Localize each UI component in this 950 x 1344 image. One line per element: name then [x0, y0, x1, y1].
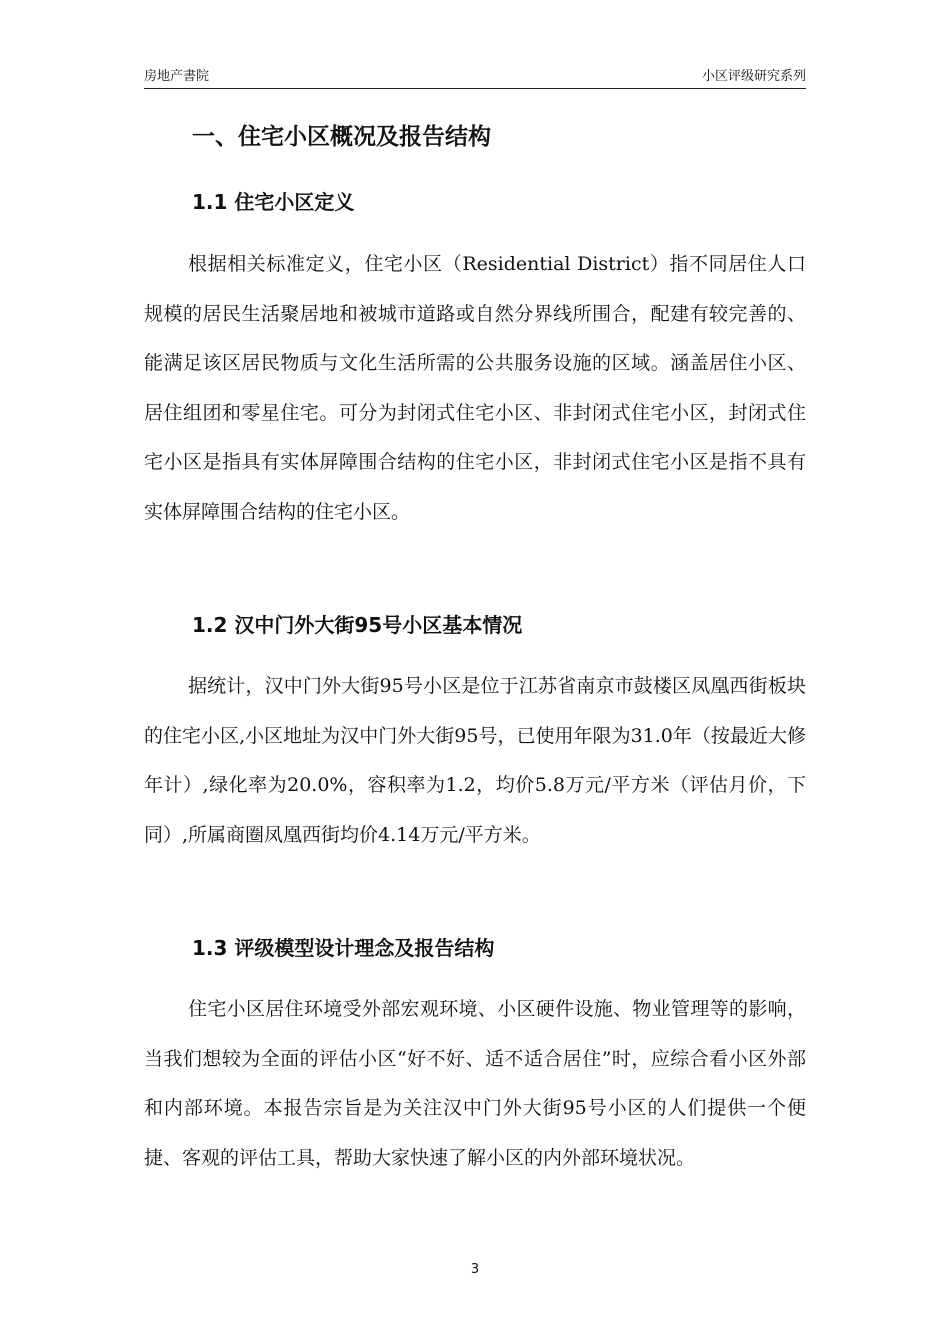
- section-heading-1-1: 1.1 住宅小区定义: [192, 190, 355, 214]
- section-paragraph-1-1: 根据相关标准定义，住宅小区（Residential District）指不同居住人口规模的居民生活聚居地和被城市道路或自然分界线所围合，配建有较完善的、能满足该区居民物质与文化生活所需的公共服务设施的区域。涵盖居住小区、居住组团和零星住宅。可分为封闭式住宅小区、非封闭式住宅小区，封闭式住宅小区是指具有实体屏障围合结构的住宅小区，非封闭式住宅小区是指不具有实体屏障围合结构的住宅小区。: [144, 253, 806, 523]
- section-paragraph-1-3: 住宅小区居住环境受外部宏观环境、小区硬件设施、物业管理等的影响，当我们想较为全面的评估小区“好不好、适不适合居住”时，应综合看小区外部和内部环境。本报告宗旨是为关注汉中门外大街95号小区的人们提供一个便捷、客观的评估工具，帮助大家快速了解小区的内外部环境状况。: [144, 998, 806, 1169]
- page-header: [144, 66, 806, 89]
- page-number: 3: [470, 1262, 480, 1277]
- chapter-title: 一、住宅小区概况及报告结构: [192, 124, 491, 150]
- section-paragraph-1-2: 据统计，汉中门外大街95号小区是位于江苏省南京市鼓楼区凤凰西街板块的住宅小区,小区地址为汉中门外大街95号，已使用年限为31.0年（按最近大修年计）,绿化率为20.0%，容积率为1.2，均价5.8万元/平方米（评估月价，下同）,所属商圈凤凰西街均价4.14万元/平方米。: [144, 675, 806, 846]
- section-heading-1-2: 1.2 汉中门外大街95号小区基本情况: [192, 613, 523, 637]
- header-left-text: 房地产書院: [144, 69, 210, 84]
- header-right-text: 小区评级研究系列: [701, 69, 806, 84]
- section-heading-1-3: 1.3 评级模型设计理念及报告结构: [192, 936, 495, 960]
